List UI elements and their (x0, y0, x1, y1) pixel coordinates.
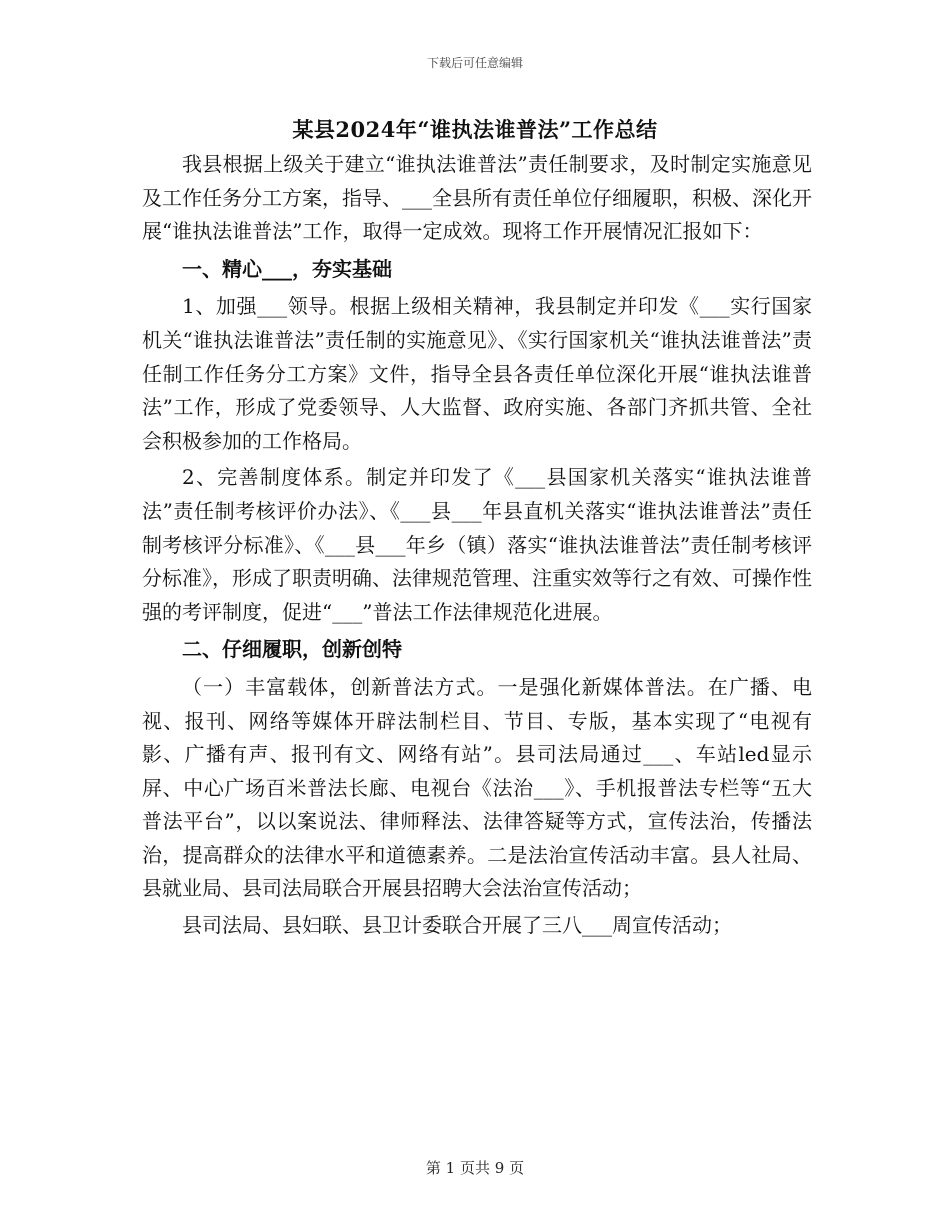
paragraph-activities: 县司法局、县妇联、县卫计委联合开展了三八___周宣传活动； (182, 913, 732, 938)
section-heading-2: 二、仔细履职，创新创特 (182, 637, 402, 662)
paragraph-leadership: 1、加强___领导。根据上级相关精神，我县制定并印发《___实行国家机关“谁执法谁普法”责任制的实施意见》、《实行国家机关“谁执法谁普法”责任制工作任务分工方案》文件，指导全县各责任单位深化开展“谁执法谁普法”工作，形成了党委领导、人大监督、政府实施、各部门齐抓共管、全社会积极参加的工作格局。 (142, 294, 812, 453)
document-body (142, 148, 812, 943)
intro-paragraph: 我县根据上级关于建立“谁执法谁普法”责任制要求，及时制定实施意见及工作任务分工方案，指导、___全县所有责任单位仔细履职，积极、深化开展“谁执法谁普法”工作，取得一定成效。现将工作开展情况汇报如下： (142, 152, 812, 244)
header-note: 下载后可任意编辑 (426, 56, 523, 70)
section-heading-1: 一、精心___，夯实基础 (182, 256, 392, 281)
paragraph-media: （一）丰富载体，创新普法方式。一是强化新媒体普法。在广播、电视、报刊、网络等媒体开辟法制栏目、节目、专版，基本实现了“电视有影、广播有声、报刊有文、网络有站”。县司法局通过___、车站led显示屏、中心广场百米普法长廊、电视台《法治___》、手机报普法专栏等“五大普法平台”，以以案说法、律师释法、法律答疑等方式，宣传法治，传播法治，提高群众的法律水平和道德素养。二是法治宣传活动丰富。县人社局、县就业局、县司法局联合开展县招聘大会法治宣传活动； (142, 674, 812, 901)
paragraph-system: 2、完善制度体系。制定并印发了《___县国家机关落实“谁执法谁普法”责任制考核评价办法》、《___县___年县直机关落实“谁执法谁普法”责任制考核评分标准》、《___县___年乡（镇）落实“谁执法谁普法”责任制考核评分标准》，形成了职责明确、法律规范管理、注重实效等行之有效、可操作性强的考评制度，促进“___”普法工作法律规范化进展。 (142, 465, 812, 624)
document-title: 某县2024年“谁执法谁普法”工作总结 (292, 117, 658, 142)
page-footer: 第 1 页共 9 页 (425, 1159, 525, 1177)
